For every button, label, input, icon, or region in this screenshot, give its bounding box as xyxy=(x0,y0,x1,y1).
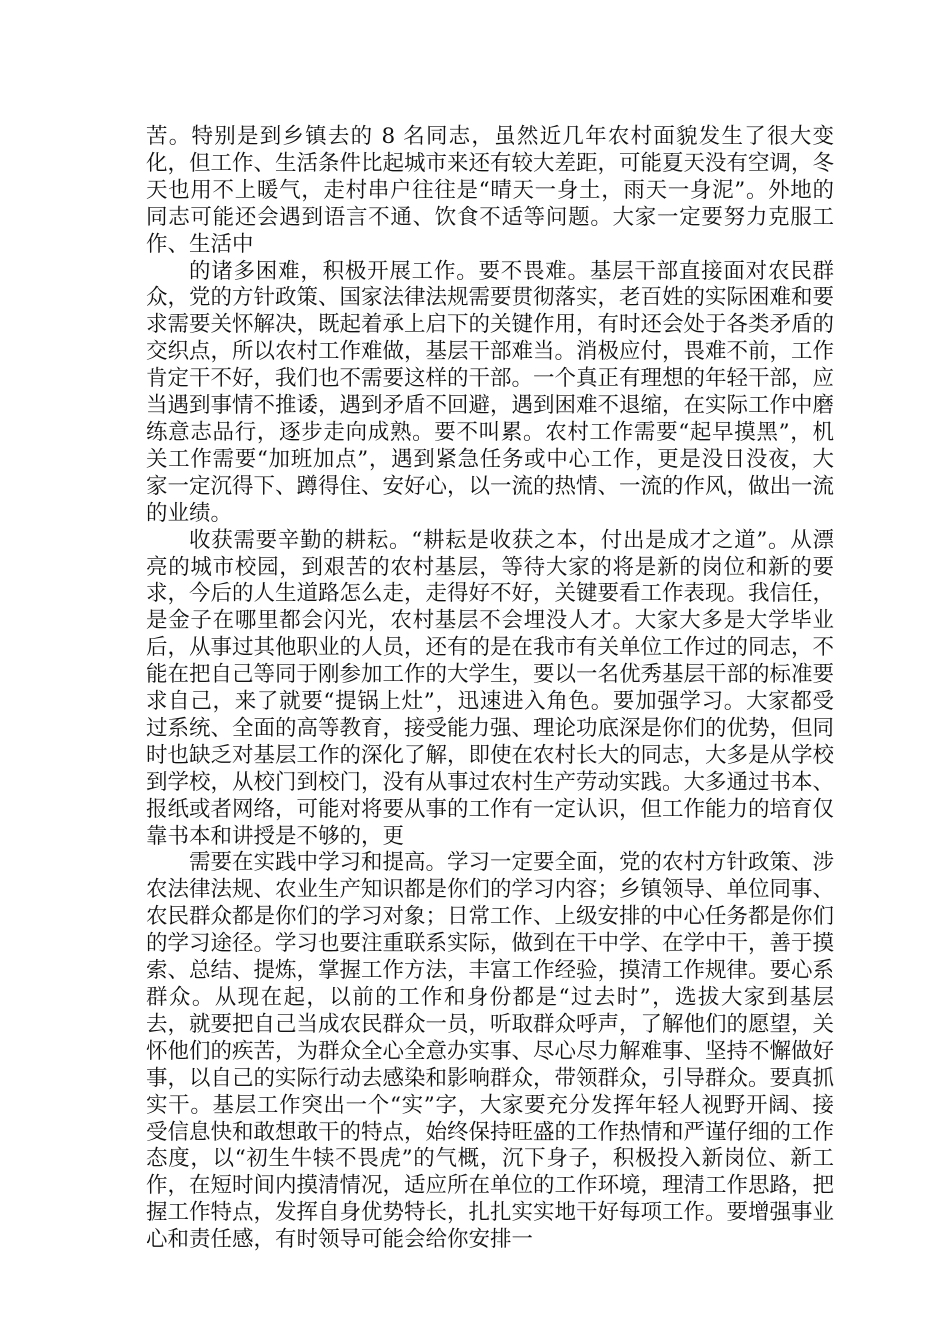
paragraph-4: 需要在实践中学习和提高。学习一定要全面，党的农村方针政策、涉农法律法规、农业生产知识都是你们的学习内容；乡镇领导、单位同事、农民群众都是你们的学习对象；日常工作、上级安排的中心任务都是你们的学习途径。学习也要注重联系实际，做到在干中学、在学中干，善于摸索、总结、提炼，掌握工作方法，丰富工作经验，摸清工作规律。要心系群众。从现在起，以前的工作和身份都是“过去时”，选拔大家到基层去，就要把自己当成农民群众一员，听取群众呼声，了解他们的愿望，关怀他们的疾苦，为群众全心全意办实事、尽心尽力解难事、坚持不懈做好事，以自己的实际行动去感染和影响群众，带领群众，引导群众。要真抓实干。基层工作突出一个“实”字，大家要充分发挥年轻人视野开阔、接受信息快和敢想敢干的特点，始终保持旺盛的工作热情和严谨仔细的工作态度，以“初生牛犊不畏虎”的气概，沉下身子，积极投入新岗位、新工作，在短时间内摸清情况，适应所在单位的工作环境，理清工作思路，把握工作特点，发挥自身优势特长，扎扎实实地干好每项工作。要增强事业心和责任感，有时领导可能会给你安排一 xyxy=(146,850,835,1253)
document-page xyxy=(146,124,834,1254)
paragraph-1: 苦。特别是到乡镇去的 8 名同志，虽然近几年农村面貌发生了很大变化，但工作、生活条件比起城市来还有较大差距，可能夏天没有空调，冬天也用不上暖气，走村串户往往是“晴天一身土，雨天一身泥”。外地的同志可能还会遇到语言不通、饮食不适等问题。大家一定要努力克服工作、生活中 xyxy=(146,124,835,257)
paragraph-3: 收获需要辛勤的耕耘。“耕耘是收获之本，付出是成才之道”。从漂亮的城市校园，到艰苦的农村基层，等待大家的将是新的岗位和新的要求，今后的人生道路怎么走，走得好不好，关键要看工作表现。我信任，是金子在哪里都会闪光，农村基层不会埋没人才。大家大多是大学毕业后，从事过其他职业的人员，还有的是在我市有关单位工作过的同志，不能在把自己等同于刚参加工作的大学生，要以一名优秀基层干部的标准要求自己，来了就要“提锅上灶”，迅速进入角色。要加强学习。大家都受过系统、全面的高等教育，接受能力强、理论功底深是你们的优势，但同时也缺乏对基层工作的深化了解，即使在农村长大的同志，大多是从学校到学校，从校门到校门，没有从事过农村生产劳动实践。大多通过书本、报纸或者网络，可能对将要从事的工作有一定认识，但工作能力的培育仅靠书本和讲授是不够的，更 xyxy=(146,527,835,849)
paragraph-2: 的诸多困难，积极开展工作。要不畏难。基层干部直接面对农民群众，党的方针政策、国家法律法规需要贯彻落实，老百姓的实际困难和要求需要关怀解决，既起着承上启下的关键作用，有时还会处于各类矛盾的交织点，所以农村工作难做，基层干部难当。消极应付，畏难不前，工作肯定干不好，我们也不需要这样的干部。一个真正有理想的年轻干部，应当遇到事情不推诿，遇到矛盾不回避，遇到困难不退缩，在实际工作中磨练意志品行，逐步走向成熟。要不叫累。农村工作需要“起早摸黑”，机关工作需要“加班加点”，遇到紧急任务或中心工作，更是没日没夜，大家一定沉得下、蹲得住、安好心，以一流的热情、一流的作风，做出一流的业绩。 xyxy=(146,258,835,526)
